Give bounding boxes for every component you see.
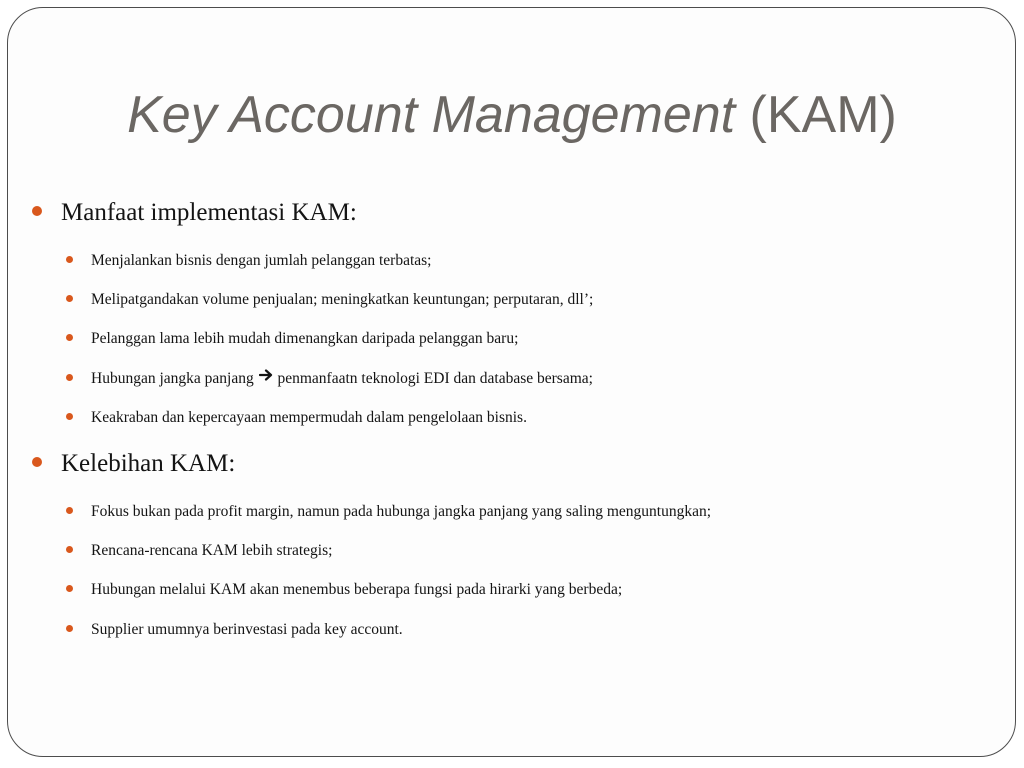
bullet-icon: [66, 585, 73, 592]
bullet-icon: [32, 457, 42, 467]
list-item-text: Menjalankan bisnis dengan jumlah pelanggan terbatas;: [91, 252, 432, 269]
list-item-text-after: penmanfaatn teknologi EDI dan database bersama;: [273, 370, 593, 387]
slide-title-rest: (KAM): [735, 86, 897, 144]
list-item: [66, 621, 403, 639]
list-item: [66, 370, 593, 388]
list-item-text: Hubungan melalui KAM akan menembus beberapa fungsi pada hirarki yang berbeda;: [91, 581, 623, 598]
bullet-icon: [66, 507, 73, 514]
list-item-text: Keakraban dan kepercayaan mempermudah dalam pengelolaan bisnis.: [91, 409, 527, 426]
list-item-text: Supplier umumnya berinvestasi pada key account.: [91, 621, 403, 638]
bullet-icon: [66, 413, 73, 420]
section-heading-label: Kelebihan KAM:: [61, 450, 236, 477]
list-item: [66, 542, 332, 560]
right-arrow-icon: [259, 368, 273, 386]
bullet-icon: [66, 256, 73, 263]
bullet-icon: [66, 334, 73, 341]
list-item: [66, 252, 431, 270]
list-item: [66, 503, 711, 521]
section-heading-kelebihan: [32, 450, 235, 478]
list-item: [66, 330, 518, 348]
list-item-text: Pelanggan lama lebih mudah dimenangkan daripada pelanggan baru;: [91, 330, 519, 347]
list-item-text: Melipatgandakan volume penjualan; meningkatkan keuntungan; perputaran, dll’;: [91, 291, 594, 308]
section-heading-manfaat: [32, 199, 357, 227]
list-item-text: Fokus bukan pada profit margin, namun pada hubunga jangka panjang yang saling menguntungkan;: [91, 503, 712, 520]
list-item: [66, 581, 622, 599]
slide-title-italic: Key Account Management: [127, 86, 736, 144]
list-item: [66, 409, 527, 427]
list-item-text: Rencana-rencana KAM lebih strategis;: [91, 542, 333, 559]
list-item: [66, 291, 593, 309]
section-heading-label: Manfaat implementasi KAM:: [61, 199, 357, 226]
bullet-icon: [66, 295, 73, 302]
bullet-icon: [66, 625, 73, 632]
bullet-icon: [66, 546, 73, 553]
list-item-text-before: Hubungan jangka panjang: [91, 370, 258, 387]
bullet-icon: [66, 374, 73, 381]
bullet-icon: [32, 206, 42, 216]
